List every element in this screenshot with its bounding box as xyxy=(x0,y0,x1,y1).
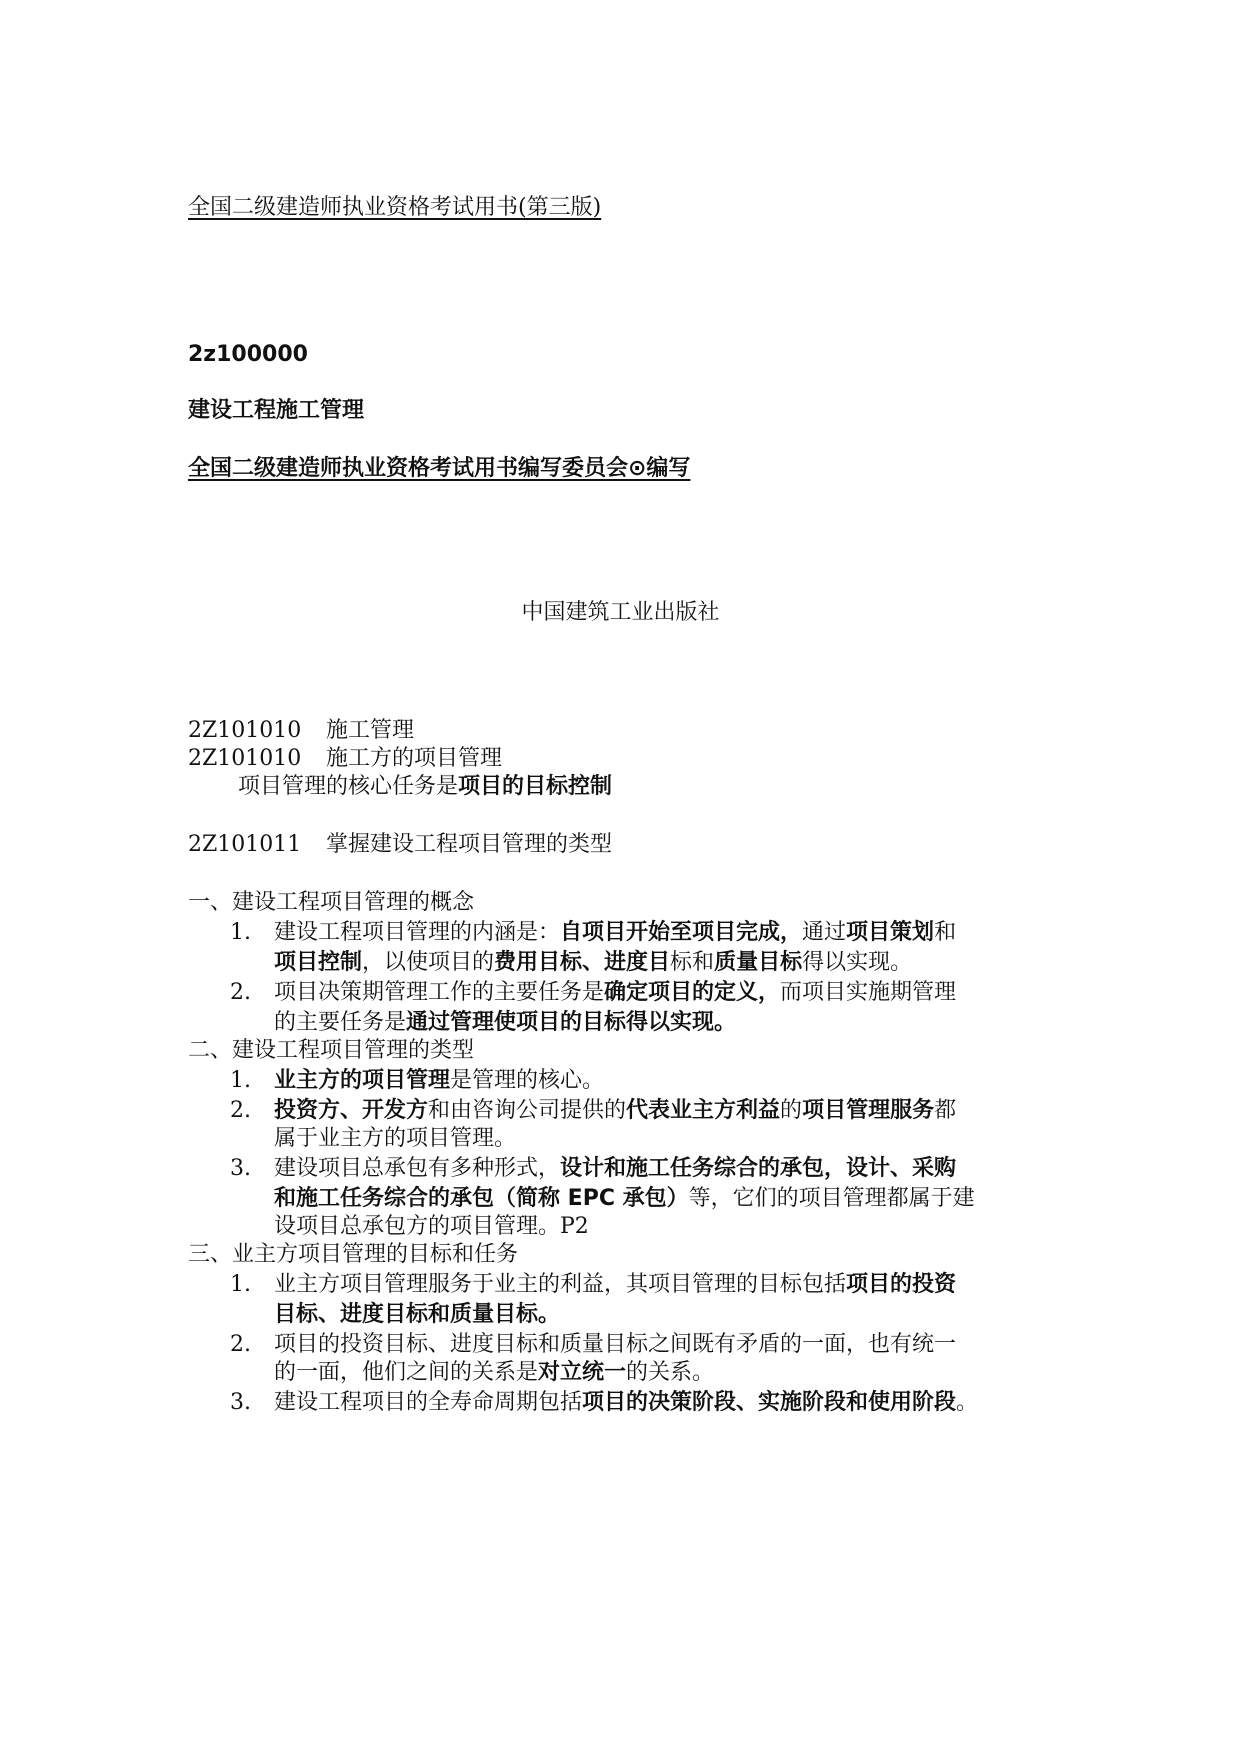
text: 的主要任务是 xyxy=(274,1010,407,1035)
list-item xyxy=(230,1096,956,1126)
text: 都 xyxy=(934,1098,957,1123)
section-heading-1: 一、建设工程项目管理的概念 xyxy=(188,890,475,915)
item-number: 1. xyxy=(230,920,251,945)
list-item-continued xyxy=(274,1184,975,1214)
text: 的一面，他们之间的关系是 xyxy=(274,1360,539,1385)
text: 标和 xyxy=(670,950,715,975)
text: 得以实现。 xyxy=(802,950,913,975)
publisher: 中国建筑工业出版社 xyxy=(521,600,720,625)
list-item xyxy=(230,1066,604,1096)
core-bold: 项目的目标控制 xyxy=(458,774,613,799)
item-number: 1. xyxy=(230,1272,251,1297)
text: 。 xyxy=(956,1390,979,1415)
section-heading-3: 三、业主方项目管理的目标和任务 xyxy=(188,1242,519,1267)
text: 的关系。 xyxy=(626,1360,715,1385)
list-item-continued xyxy=(274,1358,714,1388)
item-number: 3. xyxy=(230,1390,251,1415)
bold-text: 设计和施工任务综合的承包，设计、采购 xyxy=(560,1156,957,1181)
bold-text: 项目的决策阶段、实施阶段和使用阶段 xyxy=(582,1390,957,1415)
text: 通过 xyxy=(802,920,847,945)
editorial-committee: 全国二级建造师执业资格考试用书编写委员会⊙编写 xyxy=(188,456,691,481)
text: 和由咨询公司提供的 xyxy=(428,1098,627,1123)
section-heading-2: 二、建设工程项目管理的类型 xyxy=(188,1038,475,1063)
list-item xyxy=(230,1388,978,1418)
text: 建设工程项目的全寿命周期包括 xyxy=(274,1390,583,1415)
text: 建设项目总承包有多种形式， xyxy=(274,1156,561,1181)
bold-text: 业主方的项目管理 xyxy=(274,1068,451,1093)
item-number: 1. xyxy=(230,1068,251,1093)
outline-heading-3 xyxy=(188,830,612,860)
outline-heading-1 xyxy=(188,716,414,746)
subject-name: 建设工程施工管理 xyxy=(188,398,365,423)
bold-text: 通过管理使项目的目标得以实现。 xyxy=(406,1010,737,1035)
bold-text: 对立统一 xyxy=(538,1360,627,1385)
item-number: 2. xyxy=(230,980,251,1005)
text: 等，它们的项目管理都属于建 xyxy=(688,1186,975,1211)
list-item xyxy=(230,1330,956,1360)
item-number: 2. xyxy=(230,1098,251,1123)
bold-text: 代表业主方利益 xyxy=(626,1098,781,1123)
text: 项目的投资目标、进度目标和质量目标之间既有矛盾的一面，也有统一 xyxy=(274,1332,957,1357)
core-prefix: 项目管理的核心任务是 xyxy=(238,774,459,799)
heading-code: 2Z101011 xyxy=(188,832,302,857)
item-number: 2. xyxy=(230,1332,251,1357)
list-item xyxy=(230,1270,956,1300)
bold-text: 项目管理服务 xyxy=(802,1098,935,1123)
list-item xyxy=(230,1154,956,1184)
bold-text: 项目的投资 xyxy=(846,1272,957,1297)
bold-text: 自项目开始至项目完成， xyxy=(560,920,803,945)
text: 是管理的核心。 xyxy=(450,1068,605,1093)
list-item-continued xyxy=(274,1008,736,1038)
bold-text: 费用目标、进度目 xyxy=(494,950,671,975)
list-item-continued: 属于业主方的项目管理。 xyxy=(274,1126,517,1151)
list-item-continued: 设项目总承包方的项目管理。P2 xyxy=(274,1214,589,1239)
bold-text: 项目策划 xyxy=(846,920,935,945)
bold-text: 投资方、开发方 xyxy=(274,1098,429,1123)
text: ，以使项目的 xyxy=(362,950,495,975)
core-task-line xyxy=(238,772,612,802)
heading-title: 施工方的项目管理 xyxy=(326,746,503,771)
list-item xyxy=(230,978,956,1008)
list-item-continued xyxy=(274,948,912,978)
text: 业主方项目管理服务于业主的利益，其项目管理的目标包括 xyxy=(274,1272,847,1297)
list-item-continued: 目标、进度目标和质量目标。 xyxy=(274,1302,561,1327)
heading-title: 掌握建设工程项目管理的类型 xyxy=(326,832,613,857)
heading-code: 2Z101010 xyxy=(188,718,302,743)
subject-code: 2z100000 xyxy=(188,342,308,367)
heading-title: 施工管理 xyxy=(326,718,415,743)
text: 和 xyxy=(934,920,957,945)
text: 的 xyxy=(780,1098,803,1123)
bold-text: 项目控制 xyxy=(274,950,363,975)
book-title: 全国二级建造师执业资格考试用书(第三版) xyxy=(188,195,602,220)
text: 而项目实施期管理 xyxy=(780,980,957,1005)
text: 建设工程项目管理的内涵是： xyxy=(274,920,561,945)
text: 项目决策期管理工作的主要任务是 xyxy=(274,980,605,1005)
bold-text: 确定项目的定义， xyxy=(604,980,781,1005)
heading-code: 2Z101010 xyxy=(188,746,302,771)
item-number: 3. xyxy=(230,1156,251,1181)
list-item xyxy=(230,918,956,948)
bold-text: 质量目标 xyxy=(714,950,803,975)
outline-heading-2 xyxy=(188,744,502,774)
bold-text: 和施工任务综合的承包（简称 EPC 承包） xyxy=(274,1186,689,1211)
